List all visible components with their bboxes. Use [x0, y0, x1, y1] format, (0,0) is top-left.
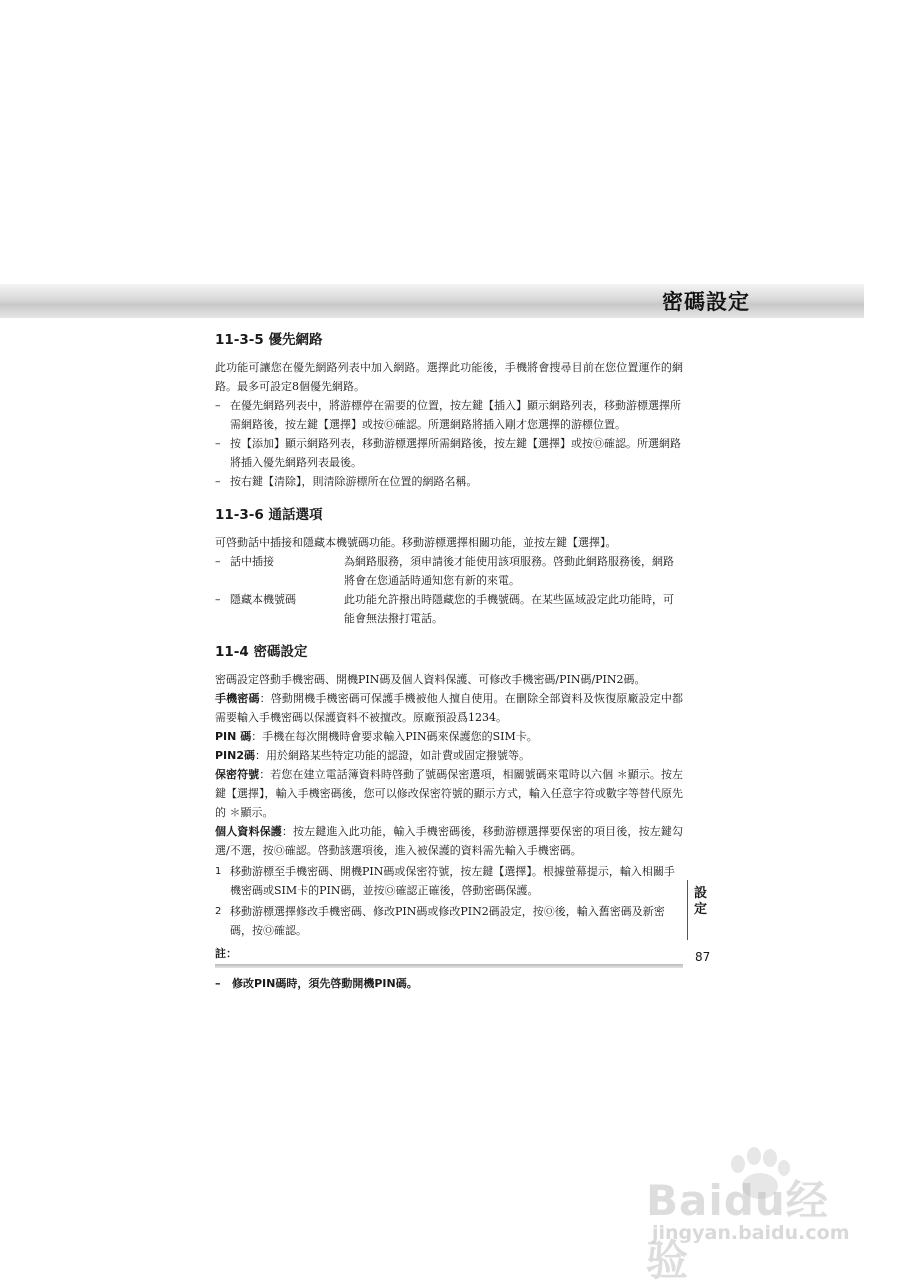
term-label: 保密符號 [215, 768, 260, 781]
dash-marker: – [215, 437, 221, 450]
term-label: PIN2碼 [215, 749, 256, 762]
option-desc: 此功能允許撥出時隱藏您的手機號碼。在某些區域設定此功能時，可能會無法撥打電話。 [344, 593, 674, 625]
term-paragraph [215, 727, 683, 746]
dash-marker: – [215, 977, 221, 990]
step-text: 移動游標至手機密碼、開機PIN碼或保密符號，按左鍵【選擇】。根據螢幕提示，輸入相關手機密碼或SIM卡的PIN碼，並按Ⓞ確認正確後，啓動密碼保護。 [230, 865, 675, 897]
side-section-label: 設定 [694, 886, 708, 917]
bullet-item [215, 434, 683, 472]
dash-marker: – [215, 593, 221, 606]
term-paragraph [215, 765, 683, 822]
term-label: PIN 碼 [215, 730, 252, 743]
section-intro: 密碼設定啓動手機密碼、開機PIN碼及個人資料保護、可修改手機密碼/PIN碼/PIN2碼。 [215, 673, 646, 686]
note-label: 註： [215, 947, 237, 960]
step-item [215, 862, 683, 900]
section-heading: 11-3-5 優先網路 [215, 332, 323, 348]
term-label: 手機密碼 [215, 692, 260, 705]
section-heading: 11-4 密碼設定 [215, 644, 308, 660]
watermark-brand: Baidu经验 [646, 1176, 829, 1285]
dash-marker: – [215, 399, 221, 412]
term-paragraph [215, 822, 683, 860]
term-paragraph [215, 689, 683, 727]
step-number: 1 [215, 866, 222, 877]
watermark [640, 1140, 870, 1285]
note-text: 修改PIN碼時，須先啓動開機PIN碼。 [232, 977, 418, 990]
term-text: ：手機在每次開機時會要求輸入PIN碼來保護您的SIM卡。 [251, 730, 538, 743]
term-text: ：按左鍵進入此功能，輸入手機密碼後，移動游標選擇要保密的項目後，按左鍵勾選/不選，按Ⓞ確認。啓動該選項後，進入被保護的資料需先輸入手機密碼。 [215, 825, 684, 857]
option-name: 隱藏本機號碼 [230, 593, 296, 606]
option-desc: 為網路服務，須申請後才能使用該項服務。啓動此網路服務後，網路將會在您通話時通知您有新的來電。 [344, 555, 674, 587]
section-password-settings [215, 642, 683, 993]
section-intro: 此功能可讓您在優先網路列表中加入網路。選擇此功能後，手機將會搜尋目前在您位置運作的網路。最多可設定8個優先網路。 [215, 361, 683, 393]
chapter-title: 密碼設定 [662, 290, 750, 314]
step-number: 2 [215, 906, 222, 917]
step-item [215, 902, 683, 940]
option-item [215, 590, 683, 628]
dash-marker: – [215, 555, 221, 568]
bullet-text: 按右鍵【清除】，則清除游標所在位置的網路名稱。 [230, 475, 478, 488]
term-paragraph [215, 746, 683, 765]
section-intro: 可啓動話中插接和隱藏本機號碼功能。移動游標選擇相關功能，並按左鍵【選擇】。 [215, 536, 617, 549]
term-label: 個人資料保護 [215, 825, 282, 838]
page-content [215, 330, 683, 1007]
option-name: 話中插接 [230, 555, 274, 568]
section-preferred-networks [215, 330, 683, 491]
watermark-url: jingyan.baidu.com [652, 1222, 850, 1244]
section-call-options [215, 505, 683, 628]
side-divider [687, 880, 688, 940]
bullet-text: 在優先網路列表中，將游標停在需要的位置，按左鍵【插入】顯示網路列表，移動游標選擇所需網路後，按左鍵【選擇】或按Ⓞ確認。所選網路將插入剛才您選擇的游標位置。 [230, 399, 681, 431]
page-number: 87 [695, 950, 711, 964]
note-item [215, 974, 683, 993]
option-item [215, 552, 683, 590]
dash-marker: – [215, 475, 221, 488]
term-text: ：啓動開機手機密碼可保護手機被他人擅自使用。在刪除全部資料及恢復原廠設定中都需要輸入手機密碼以保護資料不被擅改。原廠預設爲1234。 [215, 692, 684, 724]
bullet-item [215, 472, 683, 491]
bullet-item [215, 396, 683, 434]
step-text: 移動游標選擇修改手機密碼、修改PIN碼或修改PIN2碼設定，按Ⓞ後，輸入舊密碼及新密碼，按Ⓞ確認。 [230, 905, 665, 937]
note-divider [215, 964, 683, 968]
term-text: ：用於網路某些特定功能的認證，如計費或固定撥號等。 [255, 749, 531, 762]
bullet-text: 按【添加】顯示網路列表，移動游標選擇所需網路後，按左鍵【選擇】或按Ⓞ確認。所選網路將插入優先網路列表最後。 [230, 437, 681, 469]
term-text: ：若您在建立電話簿資料時啓動了號碼保密選項，相關號碼來電時以六個 ＊顯示。按左鍵【選擇】，輸入手機密碼後，您可以修改保密符號的顯示方式，輸入任意字符或數字等替代原先的 ＊顯示。 [215, 768, 684, 819]
section-heading: 11-3-6 通話選項 [215, 507, 323, 523]
